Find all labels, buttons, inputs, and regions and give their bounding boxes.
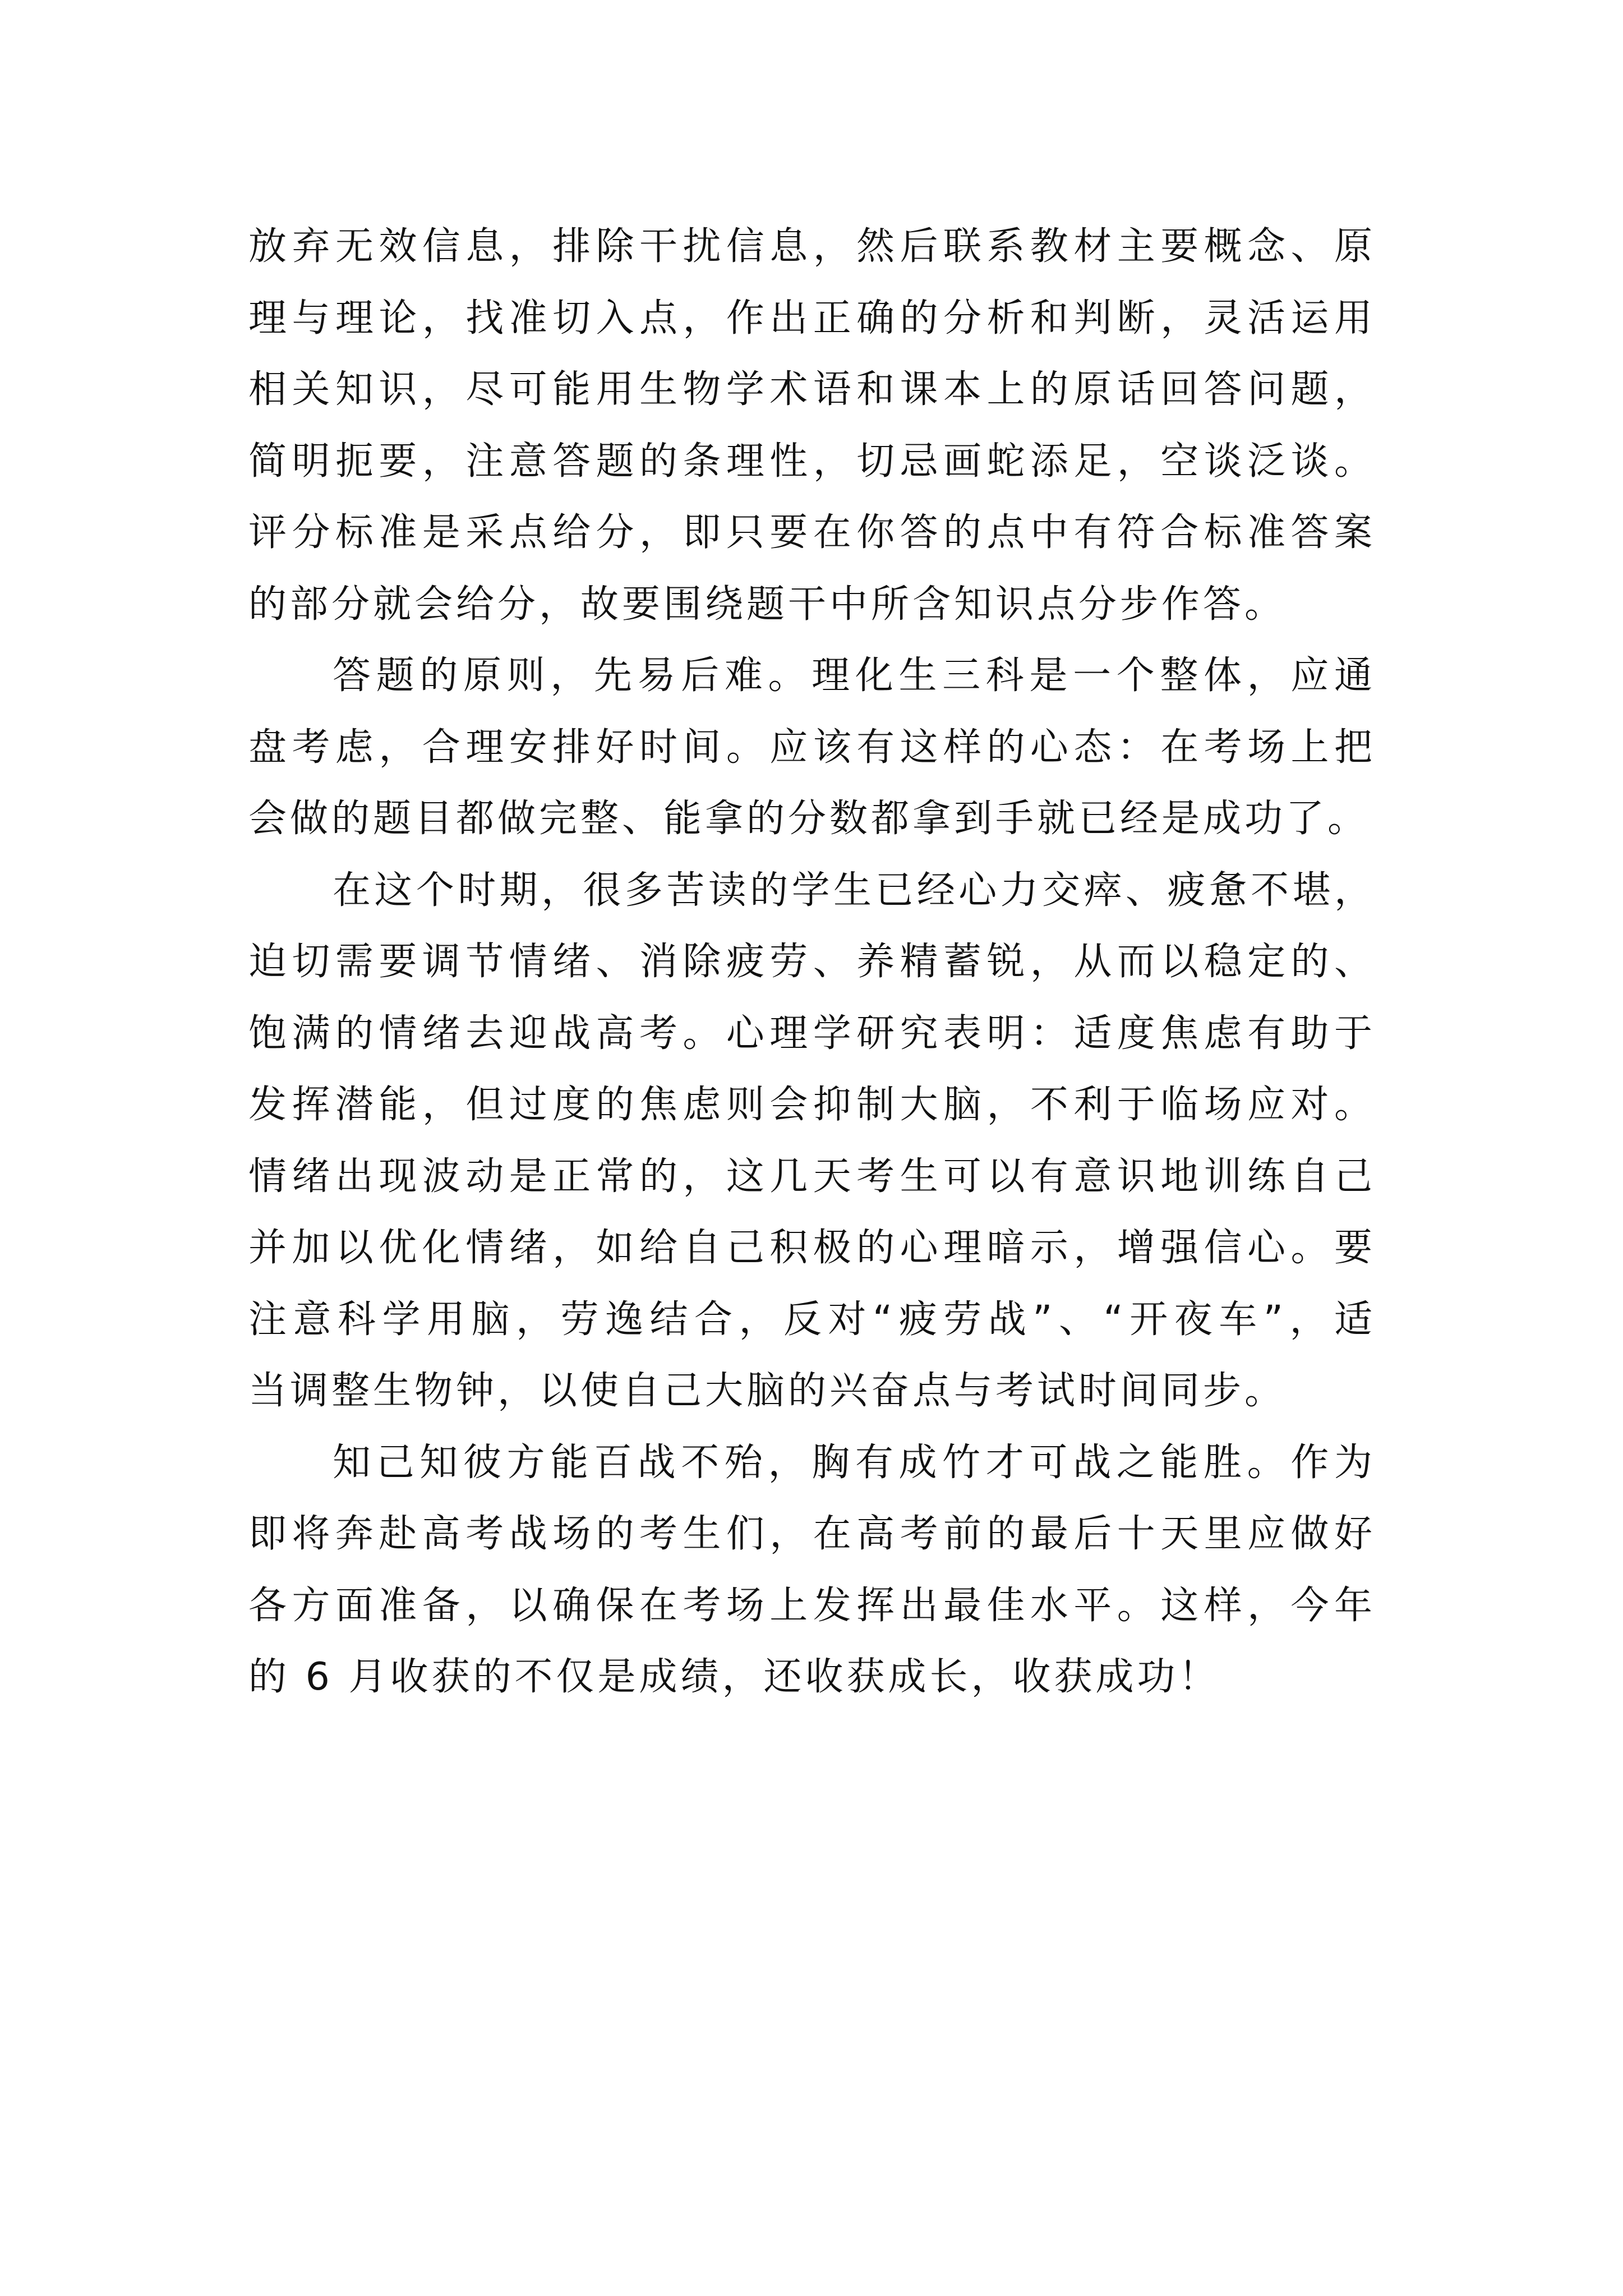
paragraph-3-line-8: 当调整生物钟，以使自己大脑的兴奋点与考试时间同步。	[248, 1369, 1287, 1413]
document-body	[248, 211, 1376, 1713]
paragraph-1-line-6: 的部分就会给分，故要围绕题干中所含知识点分步作答。	[248, 582, 1287, 627]
paragraph-3-line-7: 注意科学用脑，劳逸结合，反对“疲劳战”、“开夜车”，适	[248, 1297, 1376, 1342]
paragraph-3-line-3: 饱满的情绪去迎战高考。心理学研究表明：适度焦虑有助于	[248, 1011, 1376, 1056]
paragraph-1-line-2: 理与理论，找准切入点，作出正确的分析和判断，灵活运用	[248, 296, 1376, 341]
paragraph-1-line-3: 相关知识，尽可能用生物学术语和课本上的原话回答问题，	[248, 367, 1376, 412]
paragraph-3-line-1: 在这个时期，很多苦读的学生已经心力交瘁、疲惫不堪，	[333, 868, 1376, 913]
paragraph-2-line-3: 会做的题目都做完整、能拿的分数都拿到手就已经是成功了。	[248, 797, 1370, 841]
paragraph-3-line-5: 情绪出现波动是正常的，这几天考生可以有意识地训练自己	[248, 1154, 1376, 1199]
paragraph-4-line-1: 知己知彼方能百战不殆，胸有成竹才可战之能胜。作为	[333, 1440, 1376, 1485]
paragraph-4-line-2: 即将奔赴高考战场的考生们，在高考前的最后十天里应做好	[248, 1512, 1376, 1556]
paragraph-1-line-4: 简明扼要，注意答题的条理性，切忌画蛇添足，空谈泛谈。	[248, 439, 1376, 484]
paragraph-1-line-5: 评分标准是采点给分，即只要在你答的点中有符合标准答案	[248, 510, 1376, 555]
paragraph-2-line-2: 盘考虑，合理安排好时间。应该有这样的心态：在考场上把	[248, 725, 1376, 770]
paragraph-4-line-3: 各方面准备，以确保在考场上发挥出最佳水平。这样，今年	[248, 1583, 1376, 1628]
paragraph-3-line-2: 迫切需要调节情绪、消除疲劳、养精蓄锐，从而以稳定的、	[248, 940, 1376, 984]
paragraph-2-line-1: 答题的原则，先易后难。理化生三科是一个整体，应通	[333, 654, 1376, 698]
paragraph-1-line-1: 放弃无效信息，排除干扰信息，然后联系教材主要概念、原	[248, 224, 1376, 269]
paragraph-3-line-6: 并加以优化情绪，如给自己积极的心理暗示，增强信心。要	[248, 1226, 1376, 1270]
paragraph-4-line-4: 的 6 月收获的不仅是成绩，还收获成长，收获成功！	[248, 1655, 1220, 1699]
paragraph-3-line-4: 发挥潜能，但过度的焦虑则会抑制大脑，不利于临场应对。	[248, 1083, 1376, 1127]
